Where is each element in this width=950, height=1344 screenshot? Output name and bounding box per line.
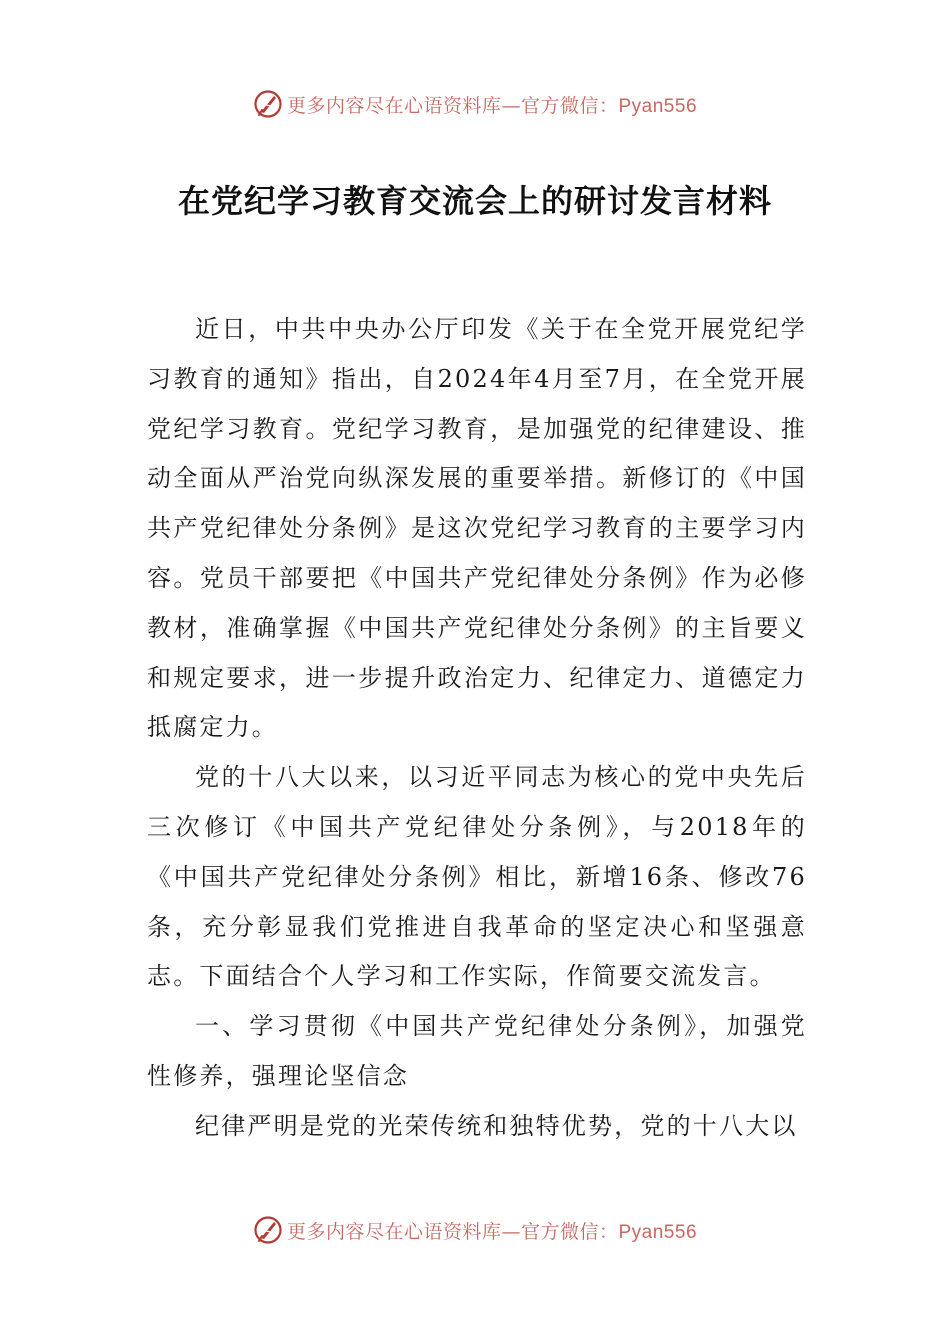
footer-banner: [0, 1210, 950, 1250]
quill-pen-logo-icon: [253, 89, 283, 119]
paragraph-intro: 近日，中共中央办公厅印发《关于在全党开展党纪学习教育的通知》指出，自2024年4月至7月，在全党开展党纪学习教育。党纪学习教育，是加强党的纪律建设、推动全面从严治党向纵深发展的重要举措。新修订的《中国共产党纪律处分条例》是这次党纪学习教育的主要学习内容。党员干部要把《中国共产党纪律处分条例》作为必修教材，准确掌握《中国共产党纪律处分条例》的主旨要义和规定要求，进一步提升政治定力、纪律定力、道德定力抵腐定力。: [147, 315, 807, 742]
footer-wechat-id: Pyan556: [618, 1221, 698, 1243]
section-heading-1: 一、学习贯彻《中国共产党纪律处分条例》，加强党性修养，强理论坚信念: [147, 1012, 807, 1090]
header-wechat-id: Pyan556: [618, 95, 698, 117]
footer-banner-text: 更多内容尽在心语资料库—官方微信：Pyan556: [286, 1220, 698, 1243]
document-body: [147, 305, 807, 1152]
document-title: 在党纪学习教育交流会上的研讨发言材料: [177, 182, 772, 220]
header-banner-text: 更多内容尽在心语资料库—官方微信：Pyan556: [286, 94, 698, 117]
header-banner: [0, 84, 950, 124]
quill-pen-logo-icon: [253, 1215, 283, 1245]
paragraph-section-1: 纪律严明是党的光荣传统和独特优势，党的十八大以: [195, 1111, 798, 1140]
paragraph-background: 党的十八大以来，以习近平同志为核心的党中央先后三次修订《中国共产党纪律处分条例》，与2018年的《中国共产党纪律处分条例》相比，新增16条、修改76条，充分彰显我们党推进自我革命的坚定决心和坚强意志。下面结合个人学习和工作实际，作简要交流发言。: [147, 763, 807, 991]
